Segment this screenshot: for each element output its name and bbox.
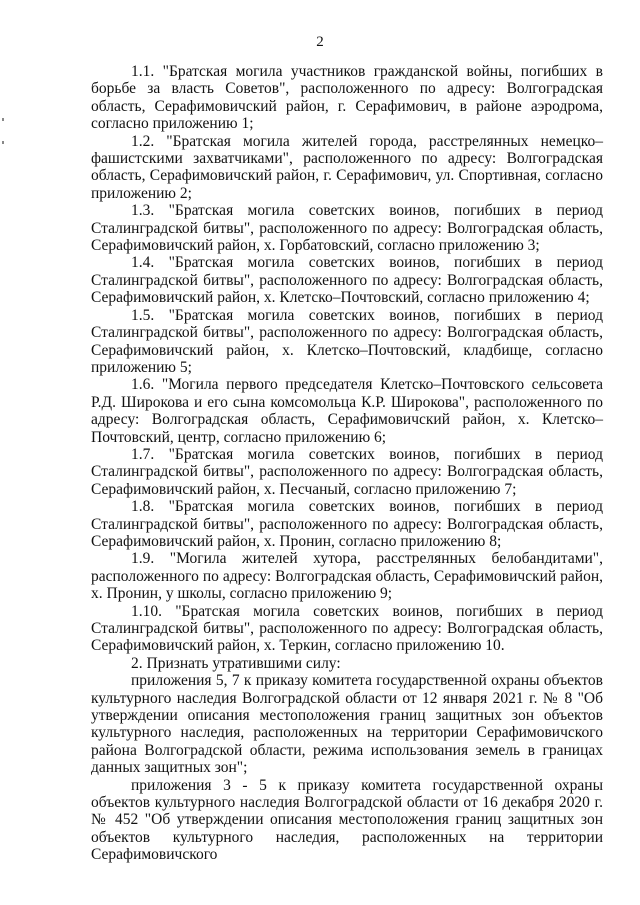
document-body: [91, 63, 603, 864]
paragraph-1-2: 1.2. "Братская могила жителей города, расстрелянных немецко–фашистскими захватчиками", расположенного по адресу: Волгоградская область, Серафимовичский район, г. Серафимович, ул. Спортивная, согласно приложению 2;: [91, 132, 603, 202]
paragraph-1-6: 1.6. "Могила первого председателя Клетско–Почтовского сельсовета Р.Д. Широкова и его сына комсомольца К.Р. Широкова", расположенного по адресу: Волгоградская область, Серафимовичский район, х. Клетско–Почтовский, центр, согласно приложению 6;: [91, 376, 603, 446]
paragraph-1-8: 1.8. "Братская могила советских воинов, погибших в период Сталинградской битвы", расположенного по адресу: Волгоградская область, Серафимовичский район, х. Пронин, согласно приложению 8;: [91, 498, 603, 550]
scan-artifact: [2, 118, 4, 121]
paragraph-repeal-2: приложения 3 - 5 к приказу комитета государственной охраны объектов культурного наследия Волгоградской области от 16 декабря 2020 г. № 452 "Об утверждении описания местоположения границ защитных зон объектов культурного наследия, расположенных на территории Серафимовичского: [91, 776, 603, 864]
paragraph-1-1: 1.1. "Братская могила участников гражданской войны, погибших в борьбе за власть Советов", расположенного по адресу: Волгоградская область, Серафимовичский район, г. Серафимович, в районе аэродрома, согласно приложению 1;: [91, 63, 603, 133]
paragraph-1-4: 1.4. "Братская могила советских воинов, погибших в период Сталинградской битвы", расположенного по адресу: Волгоградская область, Серафимовичский район, х. Клетско–Почтовский, согласно приложению 4;: [91, 254, 603, 307]
paragraph-2: 2. Признать утратившими силу:: [131, 654, 341, 672]
paragraph-1-3: 1.3. "Братская могила советских воинов, погибших в период Сталинградской битвы", расположенного по адресу: Волгоградская область, Серафимовичский район, х. Горбатовский, согласно приложению 3;: [91, 202, 603, 255]
paragraph-1-5: 1.5. "Братская могила советских воинов, погибших в период Сталинградской битвы", расположенного по адресу: Волгоградская область, Серафимовичский район, х. Клетско–Почтовский, кладбище, согласно приложению 5;: [91, 306, 603, 376]
page-number: 2: [316, 34, 324, 50]
paragraph-1-9: 1.9. "Могила жителей хутора, расстрелянных белобандитами", расположенного по адресу: Волгоградская область, Серафимовичский район, х. Пронин, у школы, согласно приложению 9;: [91, 550, 603, 603]
scan-artifact: [2, 141, 4, 144]
paragraph-repeal-1: приложения 5, 7 к приказу комитета государственной охраны объектов культурного наследия Волгоградской области от 12 января 2021 г. № 8 "Об утверждении описания местоположения границ защитных зон объектов культурного наследия, расположенных на территории Серафимовичского района Волгоградской области, режима использования земель в границах данных защитных зон";: [91, 672, 603, 777]
paragraph-1-10: 1.10. "Братская могила советских воинов, погибших в период Сталинградской битвы", расположенного по адресу: Волгоградская область, Серафимовичский район, х. Теркин, согласно приложению 10.: [91, 602, 603, 655]
paragraph-1-7: 1.7. "Братская могила советских воинов, погибших в период Сталинградской битвы", расположенного по адресу: Волгоградская область, Серафимовичский район, х. Песчаный, согласно приложению 7;: [91, 445, 603, 498]
